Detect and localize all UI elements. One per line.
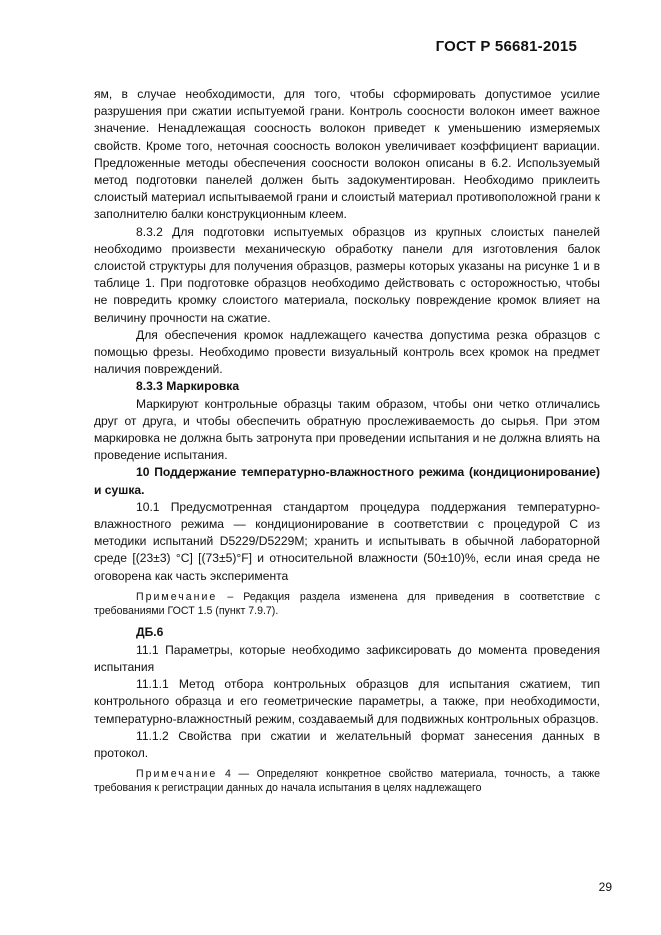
page-body bbox=[94, 86, 600, 796]
document-id: ГОСТ Р 56681-2015 bbox=[435, 38, 577, 55]
paragraph: 11.1.1 Метод отбора контрольных образцов для испытания сжатием, тип контрольного образца и его геометрические параметры, а также, при необходимости, температурно-влажностный режим, создаваемый для подвижных контрольных образцов. bbox=[94, 677, 600, 726]
paragraph: 11.1 Параметры, которые необходимо зафиксировать до момента проведения испытания bbox=[94, 642, 600, 674]
note bbox=[94, 591, 600, 619]
section-heading: ДБ.6 bbox=[136, 625, 164, 640]
section-heading: 10 Поддержание температурно-влажностного режима (кондиционирование) и сушка. bbox=[94, 465, 600, 497]
paragraph: 11.1.2 Свойства при сжатии и желательный формат занесения данных в протокол. bbox=[94, 728, 600, 760]
paragraph: 10.1 Предусмотренная стандартом процедура поддержания температурно-влажностного режима — кондиционирование в соответствии с процедурой С из методики испытаний D5229/D5229M; хранить и испытывать в обычной лабораторной среде [(23±3) °С] [(73±5)°F] и относительной влажности (50±10)%, если иная среда не оговорена как часть эксперимента bbox=[94, 499, 600, 583]
note-label: Примечание bbox=[136, 590, 218, 603]
page-number: 29 bbox=[598, 880, 612, 894]
paragraph: Для обеспечения кромок надлежащего качества допустима резка образцов с помощью фрезы. Необходимо провести визуальный контроль всех кромок на предмет наличия повреждений. bbox=[94, 327, 600, 377]
note-label: Примечание bbox=[136, 768, 218, 781]
note-text: 4 — Определяют конкретное свойство материала, точность, а также требования к регистрации данных до начала испытания в целях надлежащего bbox=[94, 768, 600, 794]
paragraph: Маркируют контрольные образцы таким образом, чтобы они четко отличались друг от друга, и чтобы обеспечить обратную прослеживаемость до сырья. При этом маркировка не должна быть затронута при проведении испытания и не должна влиять на проведение испытания. bbox=[94, 396, 600, 463]
paragraph: ям, в случае необходимости, для того, чтобы сформировать допустимое усилие разрушения при сжатии испытуемой грани. Контроль соосности волокон имеет важное значение. Ненадлежащая соосность волокон приведет к уменьшению измеряемых свойств. Кроме того, неточная соосность волокон увеличивает коэффициент вариации. Предложенные методы обеспечения соосности волокон описаны в 6.2. Используемый метод подготовки панелей должен быть задокументирован. Необходимо приклеить слоистый материал испытываемой грани и слоистый материал противоположной грани к заполнителю балки конструкционным клеем. bbox=[94, 87, 600, 222]
section-heading: 8.3.3 Маркировка bbox=[136, 379, 240, 394]
note bbox=[94, 768, 600, 796]
note-text: – Редакция раздела изменена для приведения в соответствие с требованиями ГОСТ 1.5 (пункт 7.9.7). bbox=[94, 590, 600, 617]
paragraph: 8.3.2 Для подготовки испытуемых образцов из крупных слоистых панелей необходимо произвести механическую обработку панели для изготовления балок слоистой структуры для получения образцов, размеры которых указаны на рисунке 1 и в таблице 1. При подготовке образцов необходимо действовать с осторожностью, чтобы не повредить кромку слоистого материала, поскольку повреждение кромок влияет на величину прочности на сжатие. bbox=[94, 224, 600, 325]
